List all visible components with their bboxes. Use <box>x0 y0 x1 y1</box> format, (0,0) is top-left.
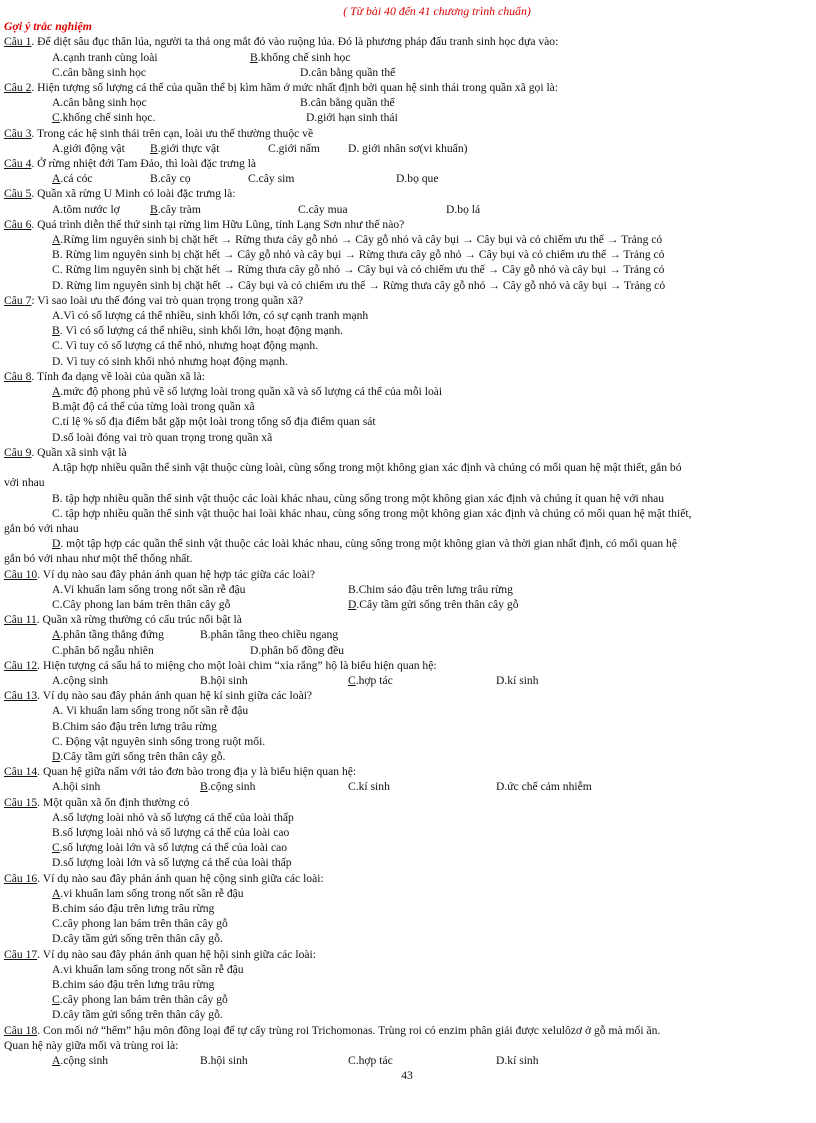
option-b: B. tập hợp nhiều quần thể sinh vật thuộc các loài khác nhau, cùng sống trong một không gian xác định và chúng ít quan hệ với nhau <box>52 491 665 505</box>
option-a: A.tôm nước lợ <box>52 202 120 216</box>
option-b: B.chim sáo đậu trên lưng trâu rừng <box>52 901 215 915</box>
options-row <box>4 95 810 110</box>
question-label: Câu 12 <box>4 658 38 672</box>
option-a: A.phân tầng thẳng đứng <box>52 628 164 642</box>
option-d-continued: gắn bó với nhau như một thể thống nhất. <box>4 552 193 566</box>
question-label: Câu 9 <box>4 445 32 459</box>
question-5 <box>4 186 810 201</box>
option-b: B.giới thực vật <box>150 141 220 155</box>
option-a: A.hội sinh <box>52 780 101 794</box>
option-b: B.cây cọ <box>150 172 191 186</box>
question-label: Câu 3 <box>4 126 32 140</box>
option-d: D.cân bằng quần thể <box>300 65 396 79</box>
option-c-continued: gắn bó với nhau <box>4 521 79 535</box>
option-b: B.cân bằng quần thể <box>300 96 395 110</box>
option-b: B. Rừng lim nguyên sinh bị chặt hết → Cây gỗ nhỏ và cây bụi → Rừng thưa cây gỗ nhỏ → Cây bụi và cỏ chiếm ưu thế → Trảng cỏ <box>52 248 665 262</box>
question-2 <box>4 80 810 95</box>
option-c: C. Động vật nguyên sinh sống trong ruột mối. <box>52 734 266 748</box>
question-text: . Quần xã sinh vật là <box>31 445 127 459</box>
option-a: A.cá cóc <box>52 172 93 186</box>
question-16 <box>4 871 810 886</box>
option-c: C.cân bằng sinh học <box>52 65 147 79</box>
option-c: C.cây sim <box>248 172 295 186</box>
document-page <box>4 4 810 1083</box>
question-text: . Quan hệ giữa nấm với tảo đơn bào trong địa y là biểu hiện quan hệ: <box>37 765 357 779</box>
option-a: A.tập hợp nhiều quần thể sinh vật thuộc cùng loài, cùng sống trong một không gian xác định và chúng có mối quan hệ mật thiết, gắn bó <box>52 461 682 475</box>
question-18 <box>4 1023 810 1038</box>
option-c: C.cây phong lan bám trên thân cây gỗ <box>52 917 228 931</box>
option-a: A.mức độ phong phú về số lượng loài trong quần xã và số lượng cá thể của mỗi loài <box>52 385 443 399</box>
options-row <box>4 582 810 597</box>
question-12 <box>4 658 810 673</box>
question-label: Câu 8 <box>4 369 32 383</box>
question-9 <box>4 445 810 460</box>
option-d: D.số lượng loài lớn và số lượng cá thể của loài thấp <box>52 856 292 870</box>
question-text: . Một quần xã ổn định thường có <box>37 795 190 809</box>
question-8 <box>4 369 810 384</box>
question-label: Câu 1 <box>4 35 32 49</box>
question-text: . Ví dụ nào sau đây phản ánh quan hệ hội sinh giữa các loài: <box>37 947 316 961</box>
option-c: C. tập hợp nhiều quần thể sinh vật thuộc hai loài khác nhau, cùng sống trong một không gian xác định và chúng có mối quan hệ mật thiết, <box>52 506 692 520</box>
options-row <box>4 673 810 688</box>
option-a: A.số lượng loài nhỏ và số lượng cá thể của loài thấp <box>52 810 294 824</box>
question-label: Câu 10 <box>4 567 38 581</box>
option-d: D.kí sinh <box>496 673 539 687</box>
option-d: D.kí sinh <box>496 1054 539 1068</box>
question-text: : Vì sao loài ưu thế đóng vai trò quan trọng trong quần xã? <box>31 293 304 307</box>
options-row <box>4 1053 810 1068</box>
question-text: . Quá trình diễn thế thứ sinh tại rừng lim Hữu Lũng, tỉnh Lạng Sơn như thế nào? <box>31 217 405 231</box>
question-13 <box>4 688 810 703</box>
question-3 <box>4 126 810 141</box>
question-text: . Ví dụ nào sau đây phản ánh quan hệ hợp tác giữa các loài? <box>37 567 315 581</box>
question-15 <box>4 795 810 810</box>
question-label: Câu 17 <box>4 947 38 961</box>
option-c: C.hợp tác <box>348 1054 393 1068</box>
option-d: D.phân bố đồng đều <box>250 643 345 657</box>
option-a: A.Rừng lim nguyên sinh bị chặt hết → Rừng thưa cây gỗ nhỏ → Cây gỗ nhỏ và cây bụi → Cây bụi và cỏ chiếm ưu thế → Trảng cỏ <box>52 233 663 247</box>
option-d: D. Rừng lim nguyên sinh bị chặt hết → Cây bụi và cỏ chiếm ưu thế → Rừng thưa cây gỗ nhỏ → Cây gỗ nhỏ và cây bụi → Trảng cỏ <box>52 278 666 292</box>
option-d: D.Cây tầm gửi sống trên thân cây gỗ <box>348 597 519 611</box>
question-text: . Để diệt sâu đục thân lúa, người ta thả ong mắt đỏ vào ruộng lúa. Đó là phương pháp đấu tranh sinh học dựa vào: <box>31 35 559 49</box>
option-c: C. Rừng lim nguyên sinh bị chặt hết → Rừng thưa cây gỗ nhỏ → Cây bụi và cỏ chiếm ưu thế → Cây gỗ nhỏ và cây bụi → Trảng cỏ <box>52 263 665 277</box>
options-row <box>4 50 810 65</box>
option-d: D.ức chế cảm nhiễm <box>496 780 592 794</box>
option-b: B.số lượng loài nhỏ và số lượng cá thể của loài cao <box>52 825 290 839</box>
option-b: B.Chim sáo đậu trên lưng trâu rừng <box>348 582 513 596</box>
option-d: D. Vì tuy có sinh khối nhỏ nhưng hoạt động mạnh. <box>52 354 289 368</box>
option-a: A. Vi khuẩn lam sống trong nốt sần rễ đậu <box>52 704 249 718</box>
question-text: . Tính đa dạng về loài của quần xã là: <box>31 369 206 383</box>
option-d: D.bọ lá <box>446 202 481 216</box>
option-b: B.phân tầng theo chiều ngang <box>200 628 339 642</box>
question-label: Câu 7 <box>4 293 32 307</box>
option-b: B.Chim sáo đậu trên lưng trâu rừng <box>52 719 217 733</box>
question-10 <box>4 567 810 582</box>
question-label: Câu 13 <box>4 689 38 703</box>
question-14 <box>4 764 810 779</box>
option-c: C.giới nấm <box>268 141 320 155</box>
question-text: . Quần xã rừng U Minh có loài đặc trưng là: <box>31 187 236 201</box>
question-text: . Con mối nở “hếm” hậu môn đồng loại để tự cấy trùng roi Trichomonas. Trùng roi có enzim phân giải được xelulôzơ ở gỗ mà mối ăn. <box>37 1023 661 1037</box>
option-d: D.cây tầm gửi sống trên thân cây gỗ. <box>52 932 223 946</box>
option-a: A.Vi khuẩn lam sống trong nốt sần rễ đậu <box>52 582 246 596</box>
question-label: Câu 18 <box>4 1023 38 1037</box>
question-text: . Quần xã rừng thường có cấu trúc nổi bật là <box>36 613 242 627</box>
option-a: A.cạnh tranh cùng loài <box>52 50 158 64</box>
option-a: A.cân bằng sinh học <box>52 96 147 110</box>
question-17 <box>4 947 810 962</box>
question-text: . Ví dụ nào sau đây phản ánh quan hệ kí sinh giữa các loài? <box>37 689 313 703</box>
question-label: Câu 14 <box>4 765 38 779</box>
options-row <box>4 597 810 612</box>
option-b: B.cộng sinh <box>200 780 256 794</box>
question-label: Câu 2 <box>4 81 32 95</box>
question-label: Câu 4 <box>4 157 32 171</box>
option-a: A.Vì có số lượng cá thể nhiều, sinh khối lớn, có sự cạnh tranh mạnh <box>52 309 369 323</box>
question-4 <box>4 156 810 171</box>
page-header: ( Từ bài 40 đến 41 chương trình chuẩn) <box>343 4 531 18</box>
question-text: . Trong các hệ sinh thái trên cạn, loài ưu thế thường thuộc về <box>31 126 314 140</box>
option-b: B.khống chế sinh học <box>250 50 351 64</box>
option-d: D.Cây tầm gửi sống trên thân cây gỗ. <box>52 749 226 763</box>
question-text: . Ví dụ nào sau đây phản ánh quan hệ cộng sinh giữa các loài: <box>37 871 324 885</box>
question-6 <box>4 217 810 232</box>
question-text: . Hiện tượng cá sấu há to miệng cho một loài chim “xỉa răng” hộ là biểu hiện quan hệ: <box>37 658 437 672</box>
question-label: Câu 11 <box>4 613 37 627</box>
option-d: D.số loài đóng vai trò quan trọng trong quần xã <box>52 430 273 444</box>
options-row <box>4 141 810 156</box>
question-label: Câu 15 <box>4 795 38 809</box>
option-c: C.khống chế sinh học. <box>52 111 156 125</box>
option-c: C.số lượng loài lớn và số lượng cá thể của loài cao <box>52 841 288 855</box>
options-row <box>4 202 810 217</box>
option-c: C.tỉ lệ % số địa điểm bắt gặp một loài trong tổng số địa điểm quan sát <box>52 415 376 429</box>
question-1 <box>4 34 810 49</box>
option-c: C.cây mua <box>298 202 348 216</box>
option-a: A.cộng sinh <box>52 1054 109 1068</box>
question-11 <box>4 612 810 627</box>
option-b: B.mật độ cá thể của từng loài trong quần xã <box>52 400 255 414</box>
option-b: B.chim sáo đậu trên lưng trâu rừng <box>52 978 215 991</box>
option-c: C. Vì tuy có số lượng cá thể nhỏ, nhưng hoạt động mạnh. <box>52 339 319 353</box>
option-b: B.hội sinh <box>200 1054 248 1068</box>
question-label: Câu 5 <box>4 187 32 201</box>
page-number: 43 <box>401 1069 413 1083</box>
option-d: D.cây tầm gửi sống trên thân cây gỗ. <box>52 1008 223 1022</box>
option-d: D.bọ que <box>396 172 439 186</box>
option-b: B.cây tràm <box>150 202 201 216</box>
options-row <box>4 627 810 642</box>
option-c: C.cây phong lan bám trên thân cây gỗ <box>52 993 228 1007</box>
question-label: Câu 6 <box>4 217 32 231</box>
option-d: D.giới hạn sinh thái <box>306 111 398 125</box>
option-a: A.vi khuẩn lam sống trong nốt sần rễ đậu <box>52 962 244 976</box>
option-d: D. một tập hợp các quần thể sinh vật thuộc các loài khác nhau, cùng sống trong một không gian và thời gian nhất định, có mối quan hệ <box>52 537 677 551</box>
question-text: . Ở rừng nhiệt đới Tam Đảo, thì loài đặc trưng là <box>31 157 257 171</box>
option-c: C.phân bố ngẫu nhiên <box>52 643 154 657</box>
section-title: Gợi ý trắc nghiệm <box>4 19 92 34</box>
option-a: A.vi khuẩn lam sống trong nốt sần rễ đậu <box>52 886 244 900</box>
option-a: A.giới động vật <box>52 141 125 155</box>
option-a: A.cộng sinh <box>52 673 109 687</box>
question-text-continued: Quan hệ này giữa mối và trùng roi là: <box>4 1038 179 1052</box>
options-row <box>4 65 810 80</box>
option-b: B. Vì có số lượng cá thể nhiều, sinh khối lớn, hoạt động mạnh. <box>52 324 344 338</box>
options-row <box>4 643 810 658</box>
options-row <box>4 171 810 186</box>
option-a-continued: với nhau <box>4 476 45 490</box>
option-d: D. giới nhân sơ(vi khuẩn) <box>348 141 468 155</box>
options-row <box>4 779 810 794</box>
option-b: B.hội sinh <box>200 673 248 687</box>
question-label: Câu 16 <box>4 871 38 885</box>
question-text: . Hiện tượng số lượng cá thể của quần thể bị kìm hãm ở mức nhất định bởi quan hệ sinh thái trong quần xã gọi là: <box>31 81 559 95</box>
options-row <box>4 110 810 125</box>
option-c: C.hợp tác <box>348 673 393 687</box>
option-c: C.kí sinh <box>348 780 390 794</box>
question-7 <box>4 293 810 308</box>
option-c: C.Cây phong lan bám trên thân cây gỗ <box>52 597 231 611</box>
